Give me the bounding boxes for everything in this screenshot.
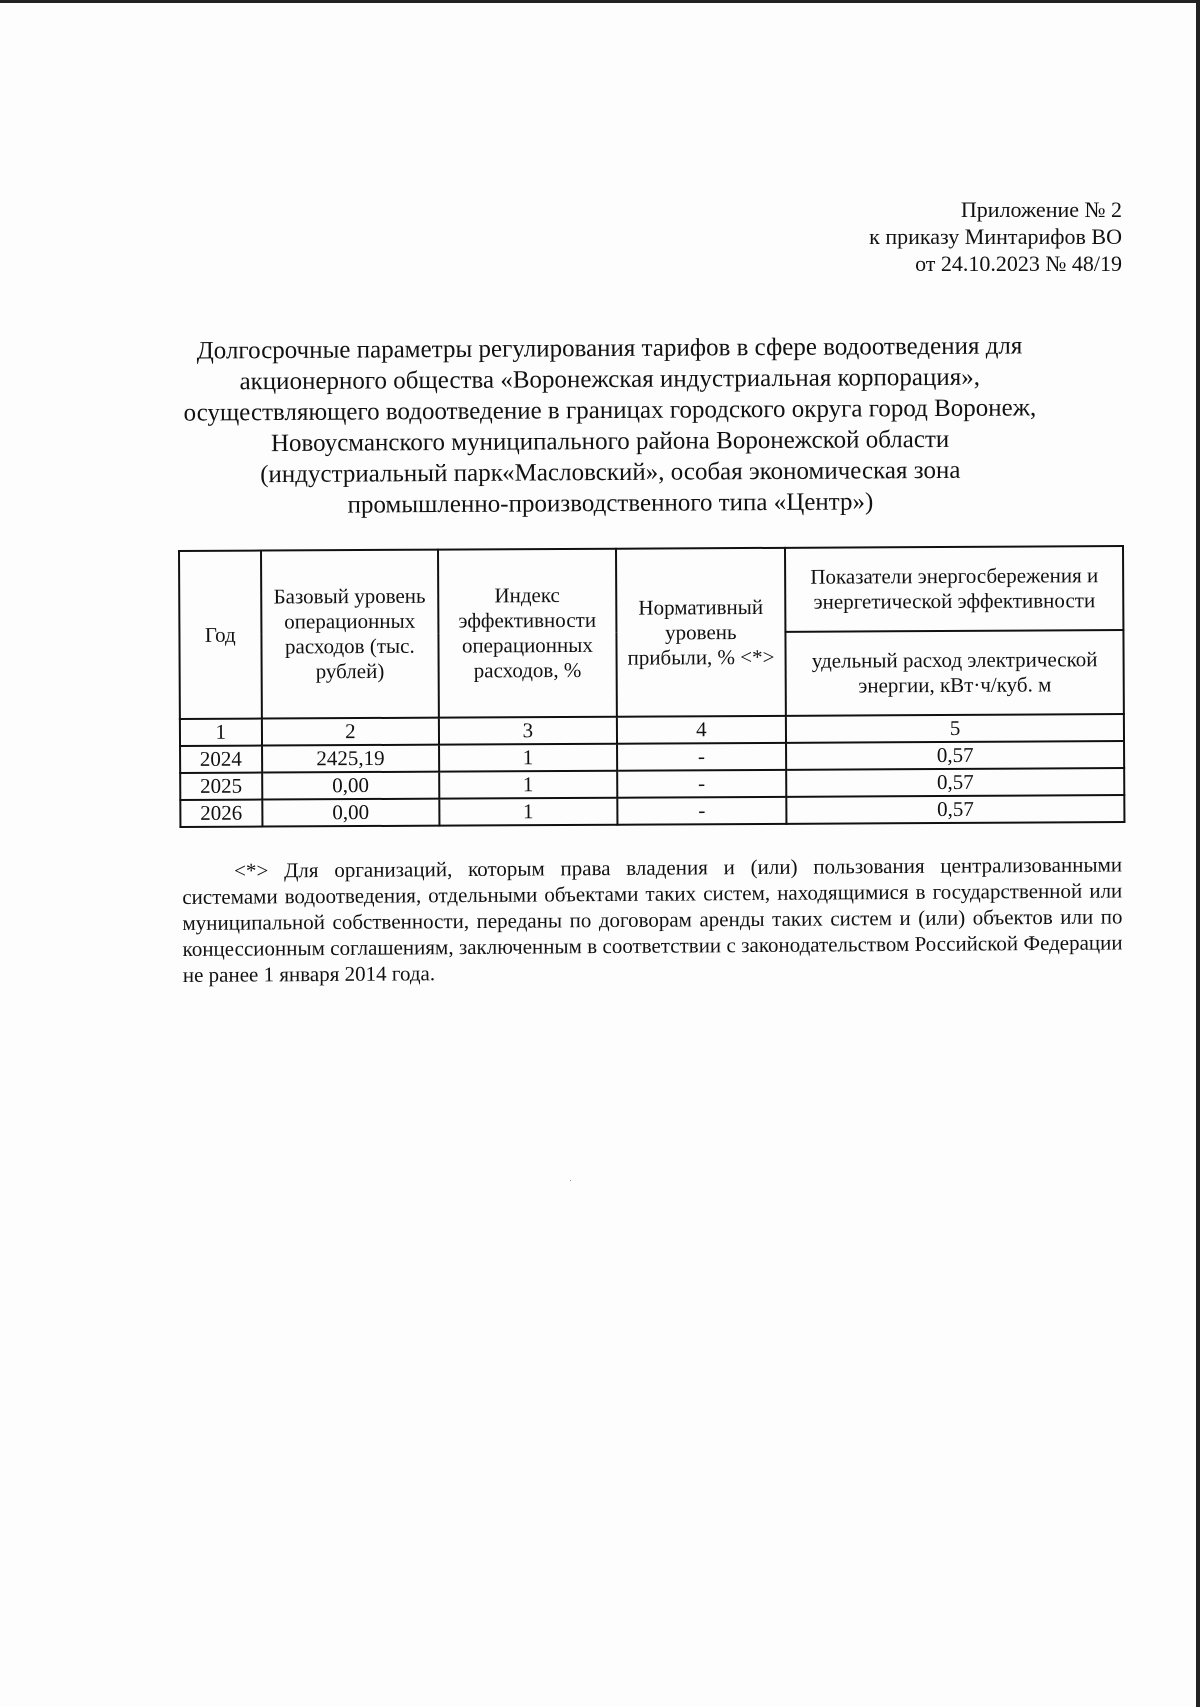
- header-energy-group: Показатели энергосбережения и энергетической эффективности: [785, 546, 1123, 632]
- header-year: Год: [179, 551, 261, 719]
- order-date-number: от 24.10.2023 № 48/19: [915, 251, 1122, 276]
- parameters-table-wrap: [178, 545, 1125, 828]
- cell-year: 2026: [180, 800, 262, 827]
- cell-efficiency-index: 1: [439, 744, 617, 772]
- scan-speck: [570, 1180, 571, 1181]
- parameters-table: [178, 545, 1125, 828]
- title-line: Новоусманского муниципального района Воронежской области: [270, 425, 950, 458]
- header-base-level: Базовый уровень операционных расходов (тыс. рублей): [261, 550, 439, 719]
- title-line: акционерного общества «Воронежская индустриальная корпорация»,: [239, 363, 980, 396]
- column-number: 3: [439, 717, 617, 745]
- cell-normative-profit: -: [617, 797, 787, 825]
- cell-base-level: 2425,19: [262, 745, 440, 773]
- scan-edge-right: [1196, 0, 1200, 1707]
- cell-energy: 0,57: [786, 741, 1124, 770]
- column-number: 4: [617, 716, 787, 744]
- cell-normative-profit: -: [617, 743, 787, 771]
- cell-base-level: 0,00: [262, 799, 440, 827]
- column-number: 2: [261, 718, 439, 746]
- scan-edge-top: [0, 0, 1200, 3]
- cell-normative-profit: -: [617, 770, 787, 798]
- appendix-number: Приложение № 2: [960, 197, 1122, 222]
- title-line: Долгосрочные параметры регулирования тарифов в сфере водоотведения для: [196, 332, 1023, 365]
- cell-efficiency-index: 1: [439, 798, 617, 826]
- appendix-header: [869, 196, 1122, 277]
- column-number: 1: [180, 719, 262, 746]
- table-header-row: [179, 546, 1123, 635]
- title-line: (индустриальный парк«Масловский», особая экономическая зона: [260, 456, 961, 489]
- cell-energy: 0,57: [786, 768, 1124, 797]
- document-title: [149, 330, 1070, 522]
- order-reference: к приказу Минтарифов ВО: [869, 224, 1122, 249]
- header-energy-sub: удельный расход электрической энергии, кВт·ч/куб. м: [786, 630, 1124, 716]
- title-line: промышленно-производственного типа «Центр»): [347, 488, 874, 519]
- cell-efficiency-index: 1: [439, 771, 617, 799]
- footnote: [182, 851, 1123, 988]
- cell-energy: 0,57: [786, 795, 1124, 824]
- header-normative-profit: Нормативный уровень прибыли, % <*>: [616, 548, 786, 717]
- table-row: [180, 795, 1124, 827]
- title-line: осуществляющего водоотведение в границах городского округа город Воронеж,: [183, 394, 1037, 427]
- cell-year: 2025: [180, 773, 262, 800]
- cell-year: 2024: [180, 746, 262, 773]
- footnote-text: <*> Для организаций, которым права владения и (или) пользования централизованными системами водоотведения, отдельными объектами таких систем, находящимися в государственной или муниципальной собственности, переданы по договорам аренды таких систем и (или) объектов или по концессионным соглашениям, заключенным в соответствии с законодательством Российской Федерации не ранее 1 января 2014 года.: [182, 852, 1123, 987]
- cell-base-level: 0,00: [262, 772, 440, 800]
- column-number: 5: [786, 714, 1124, 743]
- header-efficiency-index: Индекс эффективности операционных расходов, %: [438, 549, 616, 718]
